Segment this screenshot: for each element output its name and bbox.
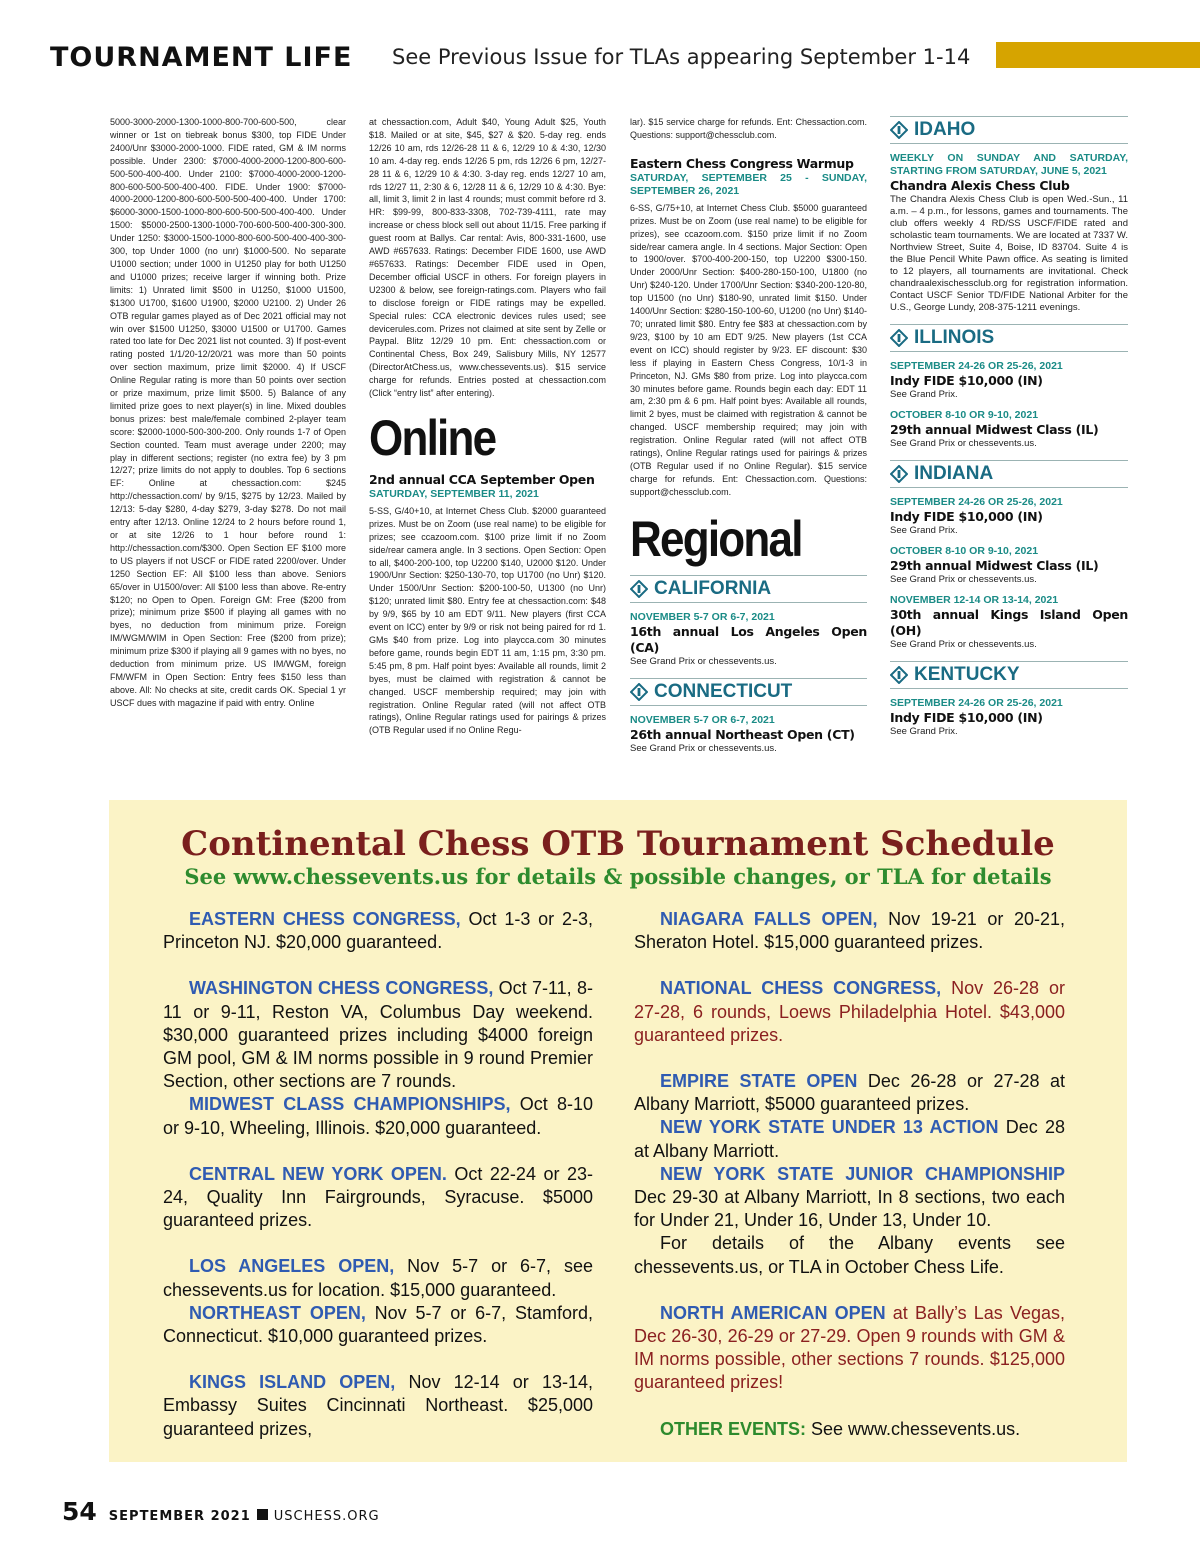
schedule-item bbox=[163, 1093, 593, 1139]
event-date: OCTOBER 8-10 OR 9-10, 2021 bbox=[890, 545, 1039, 557]
schedule-event-details: Dec 26-28 or 27-28 at Albany Marriott, $5000 guaranteed prizes. bbox=[634, 1071, 1066, 1115]
schedule-event-details: See www.chessevents.us. bbox=[806, 1418, 1021, 1439]
schedule-item bbox=[634, 908, 1065, 954]
section-subtitle: See Previous Issue for TLAs appearing September 1-14 bbox=[392, 45, 971, 69]
chess-diamond-icon bbox=[890, 666, 908, 684]
schedule-event-name: KINGS ISLAND OPEN, bbox=[189, 1372, 396, 1393]
schedule-item bbox=[634, 1418, 1065, 1441]
chess-diamond-icon bbox=[890, 465, 908, 483]
schedule-event-name: CENTRAL NEW YORK OPEN. bbox=[189, 1163, 447, 1184]
column-3 bbox=[630, 116, 867, 755]
column-2 bbox=[369, 116, 606, 737]
schedule-item bbox=[634, 1302, 1065, 1395]
event-title: Indy FIDE $10,000 (IN) bbox=[890, 509, 1043, 524]
event-title: Chandra Alexis Chess Club bbox=[890, 178, 1070, 193]
event-date: SEPTEMBER 24-26 OR 25-26, 2021 bbox=[890, 697, 1063, 709]
state-name: CONNECTICUT bbox=[654, 680, 793, 702]
schedule-item bbox=[634, 1232, 1065, 1278]
schedule-event-name: NORTH AMERICAN OPEN bbox=[660, 1302, 886, 1323]
regional-event bbox=[890, 594, 1128, 651]
column-4 bbox=[890, 116, 1128, 738]
schedule-event-details: For details of the Albany events see chessevents.us, or TLA in October Chess Life. bbox=[634, 1233, 1065, 1277]
schedule-event-name: EASTERN CHESS CONGRESS, bbox=[189, 909, 461, 929]
state-block bbox=[890, 324, 1128, 450]
schedule-event-name: EMPIRE STATE OPEN bbox=[660, 1071, 858, 1092]
regional-event bbox=[890, 697, 1128, 738]
state-block bbox=[630, 678, 867, 755]
event-title: Indy FIDE $10,000 (IN) bbox=[890, 710, 1043, 725]
schedule-item bbox=[163, 1255, 593, 1301]
event-date: NOVEMBER 12-14 OR 13-14, 2021 bbox=[890, 594, 1059, 606]
regional-event bbox=[890, 360, 1128, 401]
event-date: NOVEMBER 5-7 OR 6-7, 2021 bbox=[630, 713, 775, 726]
issue-date: SEPTEMBER 2021 bbox=[108, 1509, 251, 1524]
event-note: The Chandra Alexis Chess Club is open Wed.-Sun., 11 a.m. – 4 p.m., for lessons, games and tournaments. The club offers weekly 4 RD/SS USCF/FIDE rated and scholastic team tournaments. We are located at 7337 W. Northview Street, Suite 4, Boise, ID 83704. Suite 4 is the Blue Pencil White Pawn office. As seating is limited to 12 players, all tournaments are invitational. Check chandraalexischessclub.org for registration information. Contact USCF Senior TD/FIDE National Arbiter for the U.S., George Lundy, 208-375-1211 evenings. bbox=[890, 194, 1128, 313]
event-title: 30th annual Kings Island Open (OH) bbox=[890, 607, 1128, 638]
event-note: See Grand Prix or chessevents.us. bbox=[890, 639, 1037, 650]
schedule-event-details: Oct 1-3 or 2-3, Princeton NJ. $20,000 guaranteed. bbox=[163, 909, 594, 953]
state-name: CALIFORNIA bbox=[654, 577, 772, 599]
site-url: USCHESS.ORG bbox=[273, 1509, 380, 1524]
schedule-event-name: OTHER EVENTS: bbox=[660, 1418, 807, 1439]
schedule-item bbox=[634, 977, 1065, 1047]
tla-continued-text: 5000-3000-2000-1300-1000-800-700-600-500, clear winner or 1st on tiebreak bonus $300, top FIDE Under 2400/Unr $3000-2000-1000. FIDE rated, GM & IM norms possible. Under 2300: $7000-4000-2000-1200-800-600-500-500-400-400. Under 2100: $7000-4000-2000-1200-800-600-500-500-400-400. FIDE. Under 1900: $7000-4000-2000-1200-800-600-500-500-400-400. Under 1700: $6000-3000-1500-1000-800-600-500-500-400-400. Under 1500: $5000-2500-1300-1000-700-600-500-400-300-300. Under 1250: $3000-1500-1000-800-600-500-400-400-300-300, top Under 1000 (no unr) $1000-500. No separate U1000 section; under 1000 in U1250 play for both U1250 and U1000 prizes; receive larger if winning both. Prize limits: 1) Unrated limit $500 in U1250, $1000 U1500, $1300 U1700, $1600 U1900, $2000 U2100. 2) Under 26 OTB regular games played as of Dec 2021 official may not win over $1500 U1250, $3000 U1500 or U1700. Games rated too late for Dec 2021 list not counted. 3) If post-event rating posted 1/1/20-12/20/21 was more than 50 points over section maximum, prize limit $2000. 4) If USCF Online Regular rating is more than 50 points over section or prize maximum, prize limit $500. 5) Balance of any limited prize goes to next player(s) in line. Mixed doubles bonus prizes: best male/female combined 2-player team score: $2000-1000-500-300-200. Only rounds 1-7 of Open Section counted. Team must average under 2200; may play in different sections; register (no extra fee) by 3 pm 12/27; prize limits do not apply to doubles. Top 6 sections EF: Online at chessaction.com: $245 http://chessaction.com/ by 9/15, $275 by 12/23. Mailed by 12/13: 5-day $280, 4-day $279, 3-day $278. Do not mail entry after 12/13. Online 12/24 to 2 hours before round 1, or at site 12/26 to 1 hour before round 1: http://chessaction.com/$300. Open Section EF $100 more to US players if not USCF or FIDE rated 2200/over. Under 1250 Section EF: All $100 less than above. Seniors 65/over in U1500/over: All $100 less than above. Re-entry $120; no Open to Open. Foreign GM: Free ($200 from prize); minimum prize $500 if playing all games with no byes, no deduction from minimum prize. Foreign IM/WGM/WIM in Open Section: Free ($200 from prize); minimum prize $300 if playing all 9 games with no byes, no deduction from minimum prize. US IM/WGM, foreign FM/WFM in Open Section: Entry fees $150 less than above. All: No checks at site, credit cards OK. Special 1 yr USCF dues with magazine if paid with entry. Online bbox=[110, 117, 346, 708]
schedule-event-name: NEW YORK STATE UNDER 13 ACTION bbox=[660, 1117, 999, 1138]
schedule-item bbox=[163, 1302, 593, 1348]
state-name: INDIANA bbox=[914, 463, 994, 484]
schedule-event-details: Oct 7-11, 8-11 or 9-11, Reston VA, Columbus Day weekend. $30,000 guaranteed prizes including $4000 foreign GM pool, GM & IM norms possible in 9 round Premier Section, other sections are 7 rounds. bbox=[163, 978, 593, 1092]
event-title: Eastern Chess Congress Warmup bbox=[630, 155, 854, 171]
state-name: ILLINOIS bbox=[914, 327, 995, 348]
event-title: 16th annual Los Angeles Open (CA) bbox=[630, 623, 867, 655]
event-date: WEEKLY ON SUNDAY AND SATURDAY, STARTING FROM SATURDAY, JUNE 5, 2021 bbox=[890, 152, 1128, 177]
schedule-event-details: at Bally’s Las Vegas, Dec 26-30, 26-29 or 27-29. Open 9 rounds with GM & IM norms possible, other sections 7 rounds. $125,000 guaranteed prizes! bbox=[634, 1302, 1065, 1393]
event-date: SATURDAY, SEPTEMBER 11, 2021 bbox=[369, 487, 539, 500]
event-note: See Grand Prix. bbox=[890, 389, 958, 400]
schedule-event-details: Dec 28 at Albany Marriott. bbox=[634, 1117, 1065, 1161]
regional-states-list-2 bbox=[890, 116, 1128, 738]
footer-square-icon bbox=[257, 1509, 268, 1520]
event-title: 26th annual Northeast Open (CT) bbox=[630, 726, 855, 742]
schedule-event-name: WASHINGTON CHESS CONGRESS, bbox=[189, 978, 494, 999]
schedule-event-details: Nov 12-14 or 13-14, Embassy Suites Cincinnati Northeast. $25,000 guaranteed prizes, bbox=[163, 1372, 593, 1439]
schedule-event-details: Dec 29-30 at Albany Marriott, In 8 sections, two each for Under 21, Under 16, Under 13, Under 10. bbox=[634, 1187, 1065, 1231]
page-header bbox=[50, 38, 1200, 78]
chess-diamond-icon bbox=[630, 683, 648, 701]
schedule-event-details: Nov 19-21 or 20-21, Sheraton Hotel. $15,000 guaranteed prizes. bbox=[634, 909, 1065, 953]
event-date: SEPTEMBER 24-26 OR 25-26, 2021 bbox=[890, 360, 1063, 372]
schedule-item bbox=[163, 977, 593, 1093]
schedule-event-name: NEW YORK STATE JUNIOR CHAMPIONSHIP bbox=[660, 1163, 1065, 1184]
event-note: See Grand Prix or chessevents.us. bbox=[630, 742, 777, 754]
page-number: 54 bbox=[62, 1497, 97, 1526]
schedule-title: Continental Chess OTB Tournament Schedule bbox=[181, 824, 1055, 864]
event-date: OCTOBER 8-10 OR 9-10, 2021 bbox=[890, 409, 1039, 421]
event-title: 29th annual Midwest Class (IL) bbox=[890, 422, 1099, 437]
state-heading bbox=[890, 460, 1128, 488]
online-heading: Online bbox=[369, 409, 496, 466]
regional-event bbox=[630, 611, 867, 668]
event-body: 6-SS, G/75+10, at Internet Chess Club. $5000 guaranteed prizes. Must be on Zoom (use real name) to be eligible for prizes), see ccazoom.com. $150 prize limit if no Zoom side/rear camera angle. In 4 sections. Major Section: Open to 1900/over. $700-400-200-150, top U2200 $300-150. Under 2000/Unr Section: $400-280-150-100, U1800 (no Unr) $240-120. Under 1700/Unr Section: $340-200-120-80, top U1500 (no Unr) $180-90, unrated limit $150. Under 1400/Unr Section: $280-150-100-60, U1200 (no Unr) $140-70; unrated limit $80. Entry fee $83 at chessaction.com by 9/23, $100 by 10 am EDT 9/25. New players (1st CCA event on ICC) should register by 9/23. EF discount: $30 less if playing in Eastern Chess Congress, 10/1-3 in Princeton, NJ. GMs $80 from prize. Log into playcca.com 30 minutes before game. Rounds begin each day: EDT 11 am, 2:30 pm & 6 pm. Half point byes: Available all rounds, limit 2 byes, must be claimed with registration & cannot be changed. USCF membership required; may join with registration. Online Regular rated (will not affect OTB ratings), Online Regular ratings used for pairings & prizes (OTB Regular used if no Online Regular). $15 service charge for refunds. Ent: Chessaction.com. Questions: support@chessclub.com. bbox=[630, 202, 867, 497]
event-note: See Grand Prix. bbox=[890, 726, 958, 737]
state-name: KENTUCKY bbox=[914, 664, 1020, 685]
event-note: See Grand Prix or chessevents.us. bbox=[890, 438, 1037, 449]
schedule-item bbox=[163, 1371, 593, 1441]
chess-diamond-icon bbox=[630, 580, 648, 598]
otb-schedule-box bbox=[109, 800, 1127, 1462]
event-note: See Grand Prix. bbox=[890, 525, 958, 536]
schedule-left-column bbox=[163, 908, 593, 1441]
schedule-event-name: NIAGARA FALLS OPEN, bbox=[660, 909, 878, 929]
state-heading bbox=[890, 324, 1128, 352]
state-block bbox=[890, 661, 1128, 738]
schedule-subtitle: See www.chessevents.us for details & possible changes, or TLA for details bbox=[184, 864, 1052, 889]
schedule-event-name: NATIONAL CHESS CONGRESS, bbox=[660, 978, 942, 999]
regional-event bbox=[890, 545, 1128, 586]
event-date: SEPTEMBER 24-26 OR 25-26, 2021 bbox=[890, 496, 1063, 508]
event-title: Indy FIDE $10,000 (IN) bbox=[890, 373, 1043, 388]
schedule-item bbox=[634, 1070, 1065, 1116]
schedule-item bbox=[163, 1163, 593, 1233]
schedule-right-column bbox=[634, 908, 1065, 1441]
state-block bbox=[630, 575, 867, 668]
regional-event bbox=[890, 496, 1128, 537]
state-block bbox=[890, 116, 1128, 314]
regional-event bbox=[630, 714, 867, 755]
schedule-item bbox=[163, 908, 593, 954]
schedule-event-name: LOS ANGELES OPEN, bbox=[189, 1256, 395, 1277]
event-date: NOVEMBER 5-7 OR 6-7, 2021 bbox=[630, 610, 775, 623]
schedule-event-name: NORTHEAST OPEN, bbox=[189, 1302, 366, 1323]
header-accent-bar bbox=[996, 42, 1200, 68]
state-name: IDAHO bbox=[914, 119, 976, 140]
page-footer bbox=[62, 1497, 380, 1527]
event-title: 2nd annual CCA September Open bbox=[369, 471, 595, 487]
section-title: TOURNAMENT LIFE bbox=[50, 42, 353, 73]
chess-diamond-icon bbox=[890, 121, 908, 139]
tla-continued-text-2: at chessaction.com, Adult $40, Young Adult $25, Youth $18. Mailed or at site, $45, $27 & $20. 5-day reg. ends 12/26 10 am, rds 12/26-28 11 & 6, 12/29 10 & 4:30, 12/30 10 am. 4-day reg. ends 12/26 5 pm, rds 12/26 6 pm, 12/27-28 11 & 6, 12/29 10 & 4:30. 3-day reg. ends 12/27 10 am, rds 12/27 11, 2:30 & 6, 12/28 11 & 6, 12/29 10 & 4:30. Bye: all, limit 3, limit 2 in last 4 rounds; must commit before rd 3. HR: $99-99, 800-833-3308, 702-739-4111, rate may increase or chess block sell out about 11/15. Free parking if guest room at Ballys. Car rental: Avis, 800-331-1600, use AWD #657633. Ratings: December FIDE 1600, use AWD #657633. Ratings: December FIDE used in Open, December official USCF in others. For foreign players in U2300 & below, see foreign-ratings.com. Players who fail to disclose foreign or FIDE ratings may be expelled. Special rules: CCA electronic devices rules used; see devicerules.com. Prizes not claimed at site sent by Zelle or Paypal. Blitz 12/29 10 pm. Ent: chessaction.com or Continental Chess, Box 249, Salisbury Mills, NY 12577 (DirectorAtChess.us, www.chessevents.us). $15 service charge for refunds. Entries posted at chessaction.com (Click “entry list” after entering). bbox=[369, 117, 606, 399]
chess-diamond-icon bbox=[890, 329, 908, 347]
event-body: 5-SS, G/40+10, at Internet Chess Club. $2000 guaranteed prizes. Must be on Zoom (use real name) to be eligible for prizes; see ccazoom.com. $100 prize limit if no Zoom side/rear camera angle. In 3 sections. Open Section: Open to all, $400-200-100, top U2200 $140, U2000 $120. Under 1900/Unr Section: $250-130-70, top U1700 (no Unr) $120. Under 1500/Unr Section: $200-100-50, U1300 (no Unr) $120; unrated limit $80. Entry fee at chessaction.com: $48 by 9/9, $65 by 10 am EDT 9/11. New players (first CCA event on ICC) enter by 9/9 or risk not being paired for rd 1. GMs $40 from prize. Log into playcca.com 30 minutes before game, rounds begin EDT 11 am, 1:15 pm, 3:30 pm. 5:45 pm, 8 pm. Half point byes: Available all rounds, limit 2 byes, must be claimed with registration & cannot be changed. USCF membership required; may join with registration. Online Regular rated (will not affect OTB ratings), Online Regular ratings used for pairings & prizes (OTB Regular used if no Online Regu- bbox=[369, 505, 606, 736]
event-title: 29th annual Midwest Class (IL) bbox=[890, 558, 1099, 573]
schedule-item bbox=[634, 1116, 1065, 1162]
regional-event bbox=[890, 152, 1128, 314]
tla-continued-text-3: lar). $15 service charge for refunds. Ent: Chessaction.com. Questions: support@chessclub.com. bbox=[630, 117, 867, 140]
regional-event bbox=[890, 409, 1128, 450]
event-note: See Grand Prix or chessevents.us. bbox=[630, 655, 777, 667]
state-block bbox=[890, 460, 1128, 651]
schedule-event-name: MIDWEST CLASS CHAMPIONSHIPS, bbox=[189, 1094, 511, 1115]
state-heading bbox=[890, 661, 1128, 689]
state-heading bbox=[630, 678, 867, 706]
schedule-event-details: Nov 5-7 or 6-7, see chessevents.us for location. $15,000 guaranteed. bbox=[163, 1256, 593, 1300]
schedule-event-details: Oct 8-10 or 9-10, Wheeling, Illinois. $20,000 guaranteed. bbox=[163, 1094, 594, 1138]
regional-heading: Regional bbox=[630, 510, 802, 567]
regional-states-list bbox=[630, 575, 867, 755]
event-date: SATURDAY, SEPTEMBER 25 - SUNDAY, SEPTEMBER 26, 2021 bbox=[630, 171, 867, 197]
state-heading bbox=[890, 116, 1128, 144]
schedule-event-details: Oct 22-24 or 23-24, Quality Inn Fairgrounds, Syracuse. $5000 guaranteed prizes. bbox=[163, 1163, 593, 1231]
state-heading bbox=[630, 575, 867, 603]
schedule-item bbox=[634, 1163, 1065, 1233]
event-note: See Grand Prix or chessevents.us. bbox=[890, 574, 1037, 585]
column-1 bbox=[110, 116, 346, 710]
schedule-event-details: Nov 5-7 or 6-7, Stamford, Connecticut. $10,000 guaranteed prizes. bbox=[163, 1302, 593, 1347]
schedule-event-details: Nov 26-28 or 27-28, 6 rounds, Loews Philadelphia Hotel. $43,000 guaranteed prizes. bbox=[634, 978, 1065, 1045]
